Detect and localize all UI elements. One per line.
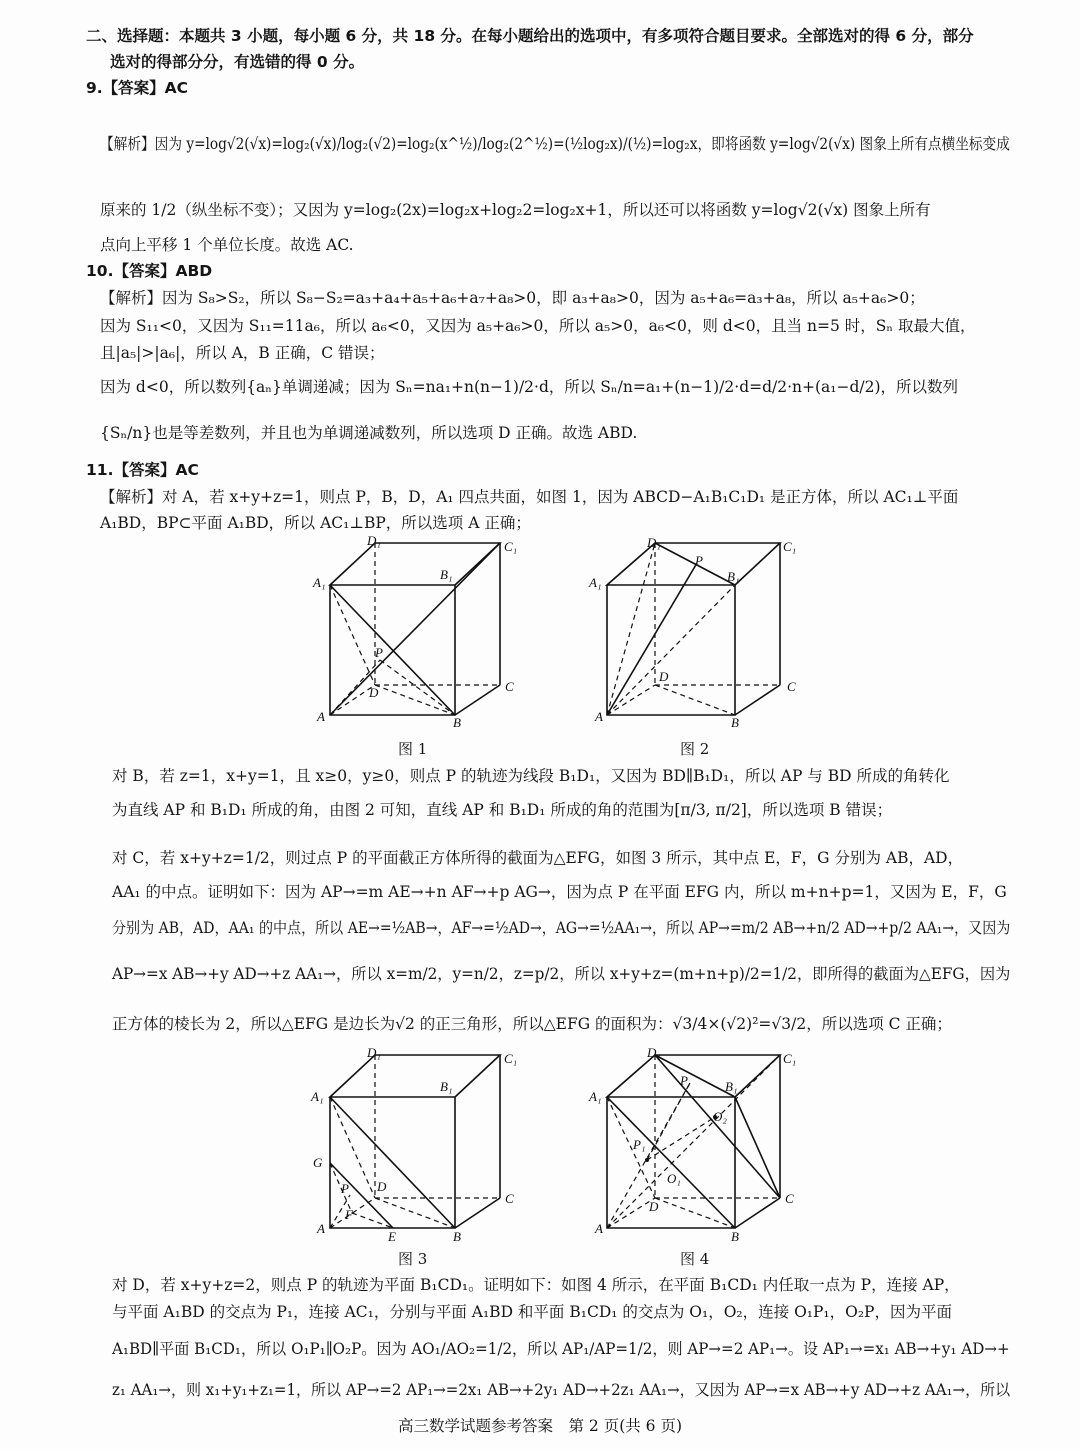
fig2-label-D: D	[659, 669, 669, 684]
section-header-line-1: 二、选择题：本题共 3 小题，每小题 6 分，共 18 分。在每小题给出的选项中，有多项符合题目要求。全部选对的得 6 分，部分	[86, 27, 974, 45]
q10-line-1: 【解析】因为 S₈>S₂，所以 S₈−S₂=a₃+a₄+a₅+a₆+a₇+a₈>0，即 a₃+a₈>0，因为 a₅+a₆=a₃+a₈，所以 a₅+a₆>0；	[100, 289, 925, 307]
fig4-label-O2: O₂	[713, 1109, 727, 1124]
fig3-label-D: D	[377, 1179, 387, 1194]
fig3-label-C1: C₁	[504, 1051, 518, 1066]
fig1-label-C: C	[505, 679, 514, 694]
q11-line-c5: 正方体的棱长为 2，所以△EFG 是边长为√2 的正三角形，所以△EFG 的面积为：√3/4×(√2)²=√3/2，所以选项 C 正确；	[112, 1015, 952, 1033]
q11-line-b2: 为直线 AP 和 B₁D₁ 所成的角，由图 2 可知，直线 AP 和 B₁D₁ 所成的角的范围为[π/3, π/2]，所以选项 B 错误；	[112, 801, 893, 819]
fig1-label-C1: C₁	[504, 539, 518, 554]
fig1-label-D1: D₁	[367, 535, 381, 548]
fig4-label-D1: D₁	[647, 1045, 661, 1060]
fig1-label-B: B	[453, 715, 461, 730]
figure-1-caption: 图 1	[398, 740, 428, 758]
q9-line-1: 【解析】因为 y=log√2(√x)=log₂(√x)/log₂(√2)=log₂(x^½)/log₂(2^½)=(½log₂x)/(½)=log₂x，即将函数 y=log√2(√x) 图象上所有点横坐标变成	[100, 135, 1010, 153]
fig1-label-A1: A₁	[313, 575, 326, 590]
fig1-label-P: P	[375, 645, 383, 660]
fig3-label-F: F	[345, 1207, 353, 1222]
fig2-label-A: A	[595, 709, 603, 724]
q9-answer: 9.【答案】AC	[86, 79, 189, 97]
fig3-label-G: G	[313, 1155, 323, 1170]
q11-line-d2: 与平面 A₁BD 的交点为 P₁，连接 AC₁，分别与平面 A₁BD 和平面 B₁CD₁ 的交点为 O₁，O₂，连接 O₁P₁，O₂P，因为平面	[112, 1303, 952, 1321]
page-footer: 高三数学试题参考答案 第 2 页(共 6 页)	[397, 1417, 683, 1435]
q11-line-c3: 分别为 AB，AD，AA₁ 的中点，所以 AE→=½AB→，AF→=½AD→，AG→=½AA₁→，所以 AP→=m/2 AB→+n/2 AD→+p/2 AA₁→，又因为	[112, 919, 1011, 937]
fig4-label-P1: P₁	[633, 1137, 646, 1152]
fig4-label-O1: O₁	[667, 1171, 681, 1186]
q11-line-c4: AP→=x AB→+y AD→+z AA₁→，所以 x=m/2，y=n/2，z=p/2，所以 x+y+z=(m+n+p)/2=1/2，即所得的截面为△EFG，因为	[112, 965, 1011, 983]
q11-line-c2: AA₁ 的中点。证明如下：因为 AP→=m AE→+n AF→+p AG→，因为点 P 在平面 EFG 内，所以 m+n+p=1，又因为 E，F，G	[112, 883, 1007, 901]
figure-3-cube	[305, 1045, 525, 1245]
q11-line-a2: A₁BD，BP⊂平面 A₁BD，所以 AC₁⊥BP，所以选项 A 正确；	[100, 514, 531, 532]
fig1-label-B1: B₁	[440, 567, 453, 582]
fig1-label-A: A	[317, 709, 325, 724]
q11-line-c1: 对 C，若 x+y+z=1/2，则过点 P 的平面截正方体所得的截面为△EFG，如图 3 所示，其中点 E，F，G 分别为 AB，AD，	[112, 849, 964, 867]
figure-4-caption: 图 4	[680, 1250, 710, 1268]
fig4-label-D: D	[649, 1199, 659, 1214]
q10-line-4: 因为 d<0，所以数列{aₙ}单调递减；因为 Sₙ=na₁+n(n−1)/2·d，所以 Sₙ/n=a₁+(n−1)/2·d=d/2·n+(a₁−d/2)，所以数列	[100, 378, 959, 396]
q9-line-2: 原来的 1/2（纵坐标不变）；又因为 y=log₂(2x)=log₂x+log₂2=log₂x+1，所以还可以将函数 y=log√2(√x) 图象上所有	[100, 201, 931, 219]
fig4-label-B: B	[731, 1229, 739, 1244]
figure-1-cube	[305, 535, 525, 730]
figure-4-cube	[585, 1045, 810, 1245]
section-header-line-2: 选对的得部分分，有选错的得 0 分。	[110, 53, 365, 71]
fig2-label-C1: C₁	[783, 539, 797, 554]
fig4-label-C: C	[785, 1191, 794, 1206]
figure-3-caption: 图 3	[398, 1250, 428, 1268]
fig3-label-B: B	[453, 1229, 461, 1244]
q10-line-2: 因为 S₁₁<0，又因为 S₁₁=11a₆，所以 a₆<0，又因为 a₅+a₆>0，所以 a₅>0，a₆<0，则 d<0，且当 n=5 时，Sₙ 取最大值，	[100, 317, 976, 335]
fig2-label-D1: D₁	[647, 535, 661, 550]
figure-2-cube	[585, 535, 810, 730]
fig3-label-C: C	[505, 1191, 514, 1206]
fig3-label-A1: A₁	[311, 1089, 324, 1104]
q11-answer: 11.【答案】AC	[86, 461, 199, 479]
fig2-label-P: P	[695, 553, 703, 568]
q11-line-a1: 【解析】对 A，若 x+y+z=1，则点 P，B，D，A₁ 四点共面，如图 1，因为 ABCD−A₁B₁C₁D₁ 是正方体，所以 AC₁⊥平面	[100, 488, 959, 506]
fig3-label-A: A	[317, 1221, 325, 1236]
q10-line-3: 且|a₅|>|a₆|，所以 A，B 正确，C 错误；	[100, 344, 385, 362]
fig3-label-D1: D₁	[367, 1045, 381, 1060]
q11-line-d1: 对 D，若 x+y+z=2，则点 P 的轨迹为平面 B₁CD₁。证明如下：如图 4 所示，在平面 B₁CD₁ 内任取一点为 P，连接 AP，	[112, 1276, 960, 1294]
fig2-label-B1: B₁	[727, 569, 740, 584]
q9-line-3: 点向上平移 1 个单位长度。故选 AC.	[100, 236, 354, 254]
q11-line-d3: A₁BD∥平面 B₁CD₁，所以 O₁P₁∥O₂P。因为 AO₁/AO₂=1/2，所以 AP₁/AP=1/2，则 AP→=2 AP₁→。设 AP₁→=x₁ AB→+y₁ AD→+	[112, 1340, 1010, 1358]
fig2-label-A1: A₁	[589, 575, 602, 590]
q10-line-5: {Sₙ/n}也是等差数列，并且也为单调递减数列，所以选项 D 正确。故选 ABD.	[100, 424, 638, 442]
q11-line-d4: z₁ AA₁→，则 x₁+y₁+z₁=1，所以 AP→=2 AP₁→=2x₁ AB→+2y₁ AD→+2z₁ AA₁→，又因为 AP→=x AB→+y AD→+z AA₁→，所以	[112, 1381, 1011, 1399]
fig4-label-B1: B₁	[725, 1079, 738, 1094]
figure-2-caption: 图 2	[680, 740, 710, 758]
fig3-label-E: E	[388, 1229, 396, 1244]
fig4-label-A: A	[595, 1221, 603, 1236]
fig4-label-P: P	[680, 1073, 688, 1088]
fig3-label-P: P	[341, 1181, 349, 1196]
fig1-label-D: D	[369, 685, 379, 700]
fig3-label-B1: B₁	[440, 1079, 453, 1094]
fig2-label-C: C	[787, 679, 796, 694]
fig2-label-B: B	[731, 715, 739, 730]
fig4-label-A1: A₁	[589, 1089, 602, 1104]
q11-line-b1: 对 B，若 z=1，x+y=1，且 x≥0，y≥0，则点 P 的轨迹为线段 B₁D₁，又因为 BD∥B₁D₁，所以 AP 与 BD 所成的角转化	[112, 767, 950, 785]
fig4-label-C1: C₁	[783, 1051, 797, 1066]
q10-answer: 10.【答案】ABD	[86, 262, 213, 280]
